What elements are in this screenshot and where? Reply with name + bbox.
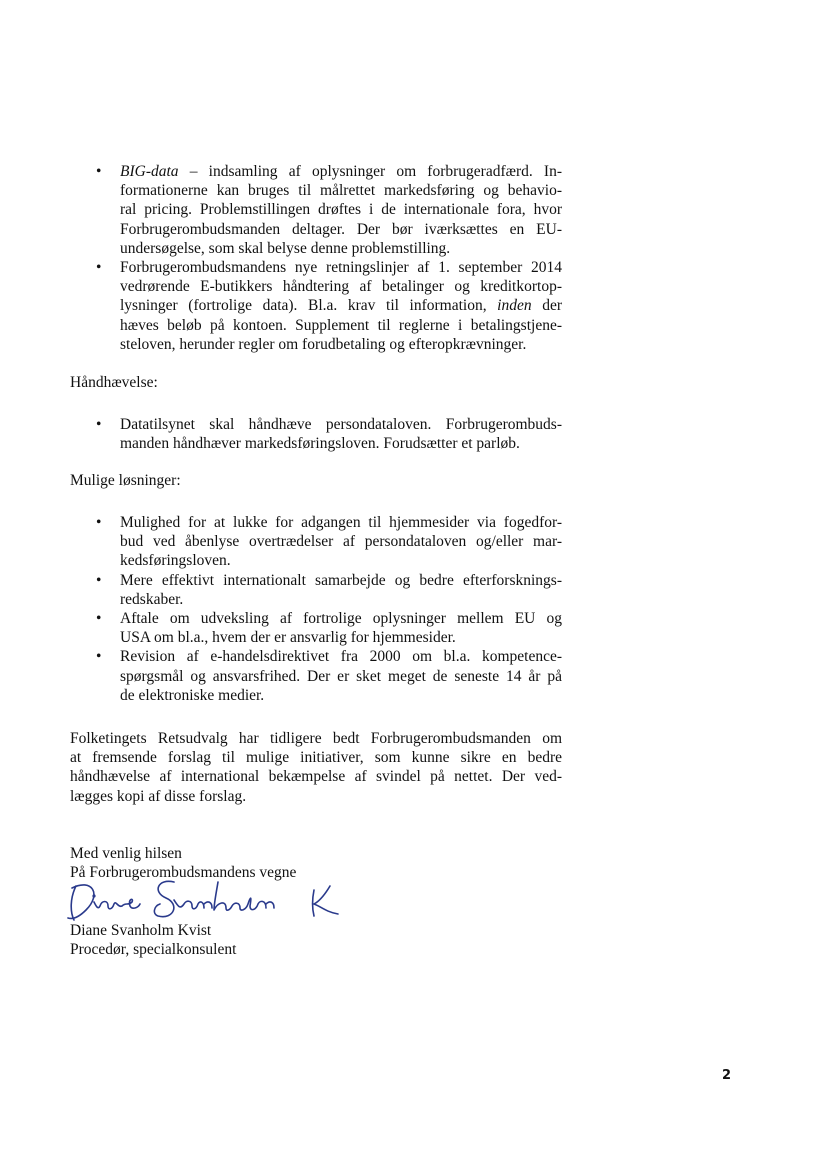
paragraph-line: håndhævelse af international bekæmpelse af svindel på nettet. Der ved-	[70, 768, 562, 786]
bullet-icon: •	[96, 259, 102, 277]
list-item	[70, 647, 562, 705]
signatory-block	[70, 921, 236, 959]
bullet-list-enforcement	[70, 415, 562, 453]
list-item-text: manden håndhæver markedsføringsloven. Forudsætter et parløb.	[120, 435, 520, 453]
section-heading-solutions: Mulige løsninger:	[70, 472, 181, 489]
bullet-icon: •	[96, 163, 102, 180]
bullet-icon: •	[96, 416, 102, 433]
list-item-text: vedrørende E-butikkers håndtering af betalinger og kreditkortop-	[120, 278, 562, 296]
bullet-icon: •	[96, 571, 102, 589]
on-behalf-line: På Forbrugerombudsmandens vegne	[70, 864, 297, 882]
bullet-list-topics	[70, 162, 562, 354]
list-item	[70, 415, 562, 453]
italic-term: inden	[497, 297, 532, 315]
list-item-text: spørgsmål og ansvarsfrihed. Der er sket meget de seneste 14 år på	[120, 667, 562, 685]
list-item-text: Revision af e-handelsdirektivet fra 2000 om bl.a. kompetence-	[120, 648, 562, 666]
list-item	[70, 513, 562, 571]
signatory-name: Diane Svanholm Kvist	[70, 922, 212, 939]
list-item-text: Forbrugerombudsmandens nye retningslinjer af 1. september 2014	[120, 259, 562, 277]
list-item-text: Forbrugerombudsmanden deltager. Der bør iværksættes en EU-	[120, 220, 562, 238]
section-heading-enforcement: Håndhævelse:	[70, 374, 158, 391]
greeting: Med venlig hilsen	[70, 845, 182, 862]
list-item-text: undersøgelse, som skal belyse denne problemstilling.	[120, 239, 451, 257]
list-item-text: hæves beløb på kontoen. Supplement til reglerne i betalingstjene-	[120, 316, 562, 334]
paragraph-line: at fremsende forslag til mulige initiativer, som kunne sikre en bedre	[70, 749, 562, 767]
paragraph-line: lægges kopi af disse forslag.	[70, 787, 247, 805]
list-item-text: ral pricing. Problemstillingen drøftes i de internationale fora, hvor	[120, 201, 562, 219]
signatory-title: Procedør, specialkonsulent	[70, 941, 237, 959]
list-item-text: formationerne kan bruges til målrettet markedsføring og behavio-	[120, 182, 562, 200]
italic-term: BIG-data	[120, 163, 179, 180]
list-item	[70, 258, 562, 354]
page-number: 2	[722, 1068, 732, 1083]
list-item-text: Datatilsynet skal håndhæve persondataloven. Forbrugerombuds-	[120, 416, 562, 433]
list-item-text: Aftale om udveksling af fortrolige oplysninger mellem EU og	[120, 610, 562, 628]
list-item-text: der	[531, 297, 562, 315]
list-item	[70, 571, 562, 609]
list-item-text: de elektroniske medier.	[120, 686, 265, 704]
list-item-text: bud ved åbenlyse overtrædelser af persondataloven og/eller mar-	[120, 533, 562, 551]
list-item-text: steloven, herunder regler om forudbetaling og efteropkrævninger.	[120, 335, 527, 353]
list-item-text: Mere effektivt internationalt samarbejde og bedre efterforsknings-	[120, 571, 562, 589]
list-item-text: – indsamling af oplysninger om forbrugeradfærd. In-	[178, 163, 562, 180]
list-item	[70, 609, 562, 647]
list-item-text: redskaber.	[120, 590, 184, 608]
bullet-icon: •	[96, 648, 102, 666]
paragraph-line: Folketingets Retsudvalg har tidligere bedt Forbrugerombudsmanden om	[70, 730, 562, 747]
list-item-text: Mulighed for at lukke for adgangen til hjemmesider via fogedfor-	[120, 514, 562, 531]
handwritten-signature	[62, 876, 352, 926]
list-item-text: kedsføringsloven.	[120, 552, 231, 570]
closing-paragraph	[70, 729, 562, 806]
bullet-list-solutions	[70, 513, 562, 705]
bullet-icon: •	[96, 610, 102, 628]
list-item-text: USA om bl.a., hvem der er ansvarlig for hjemmesider.	[120, 629, 456, 647]
list-item	[70, 162, 562, 258]
list-item-text: lysninger (fortrolige data). Bl.a. krav til information,	[120, 297, 498, 315]
bullet-icon: •	[96, 514, 102, 531]
